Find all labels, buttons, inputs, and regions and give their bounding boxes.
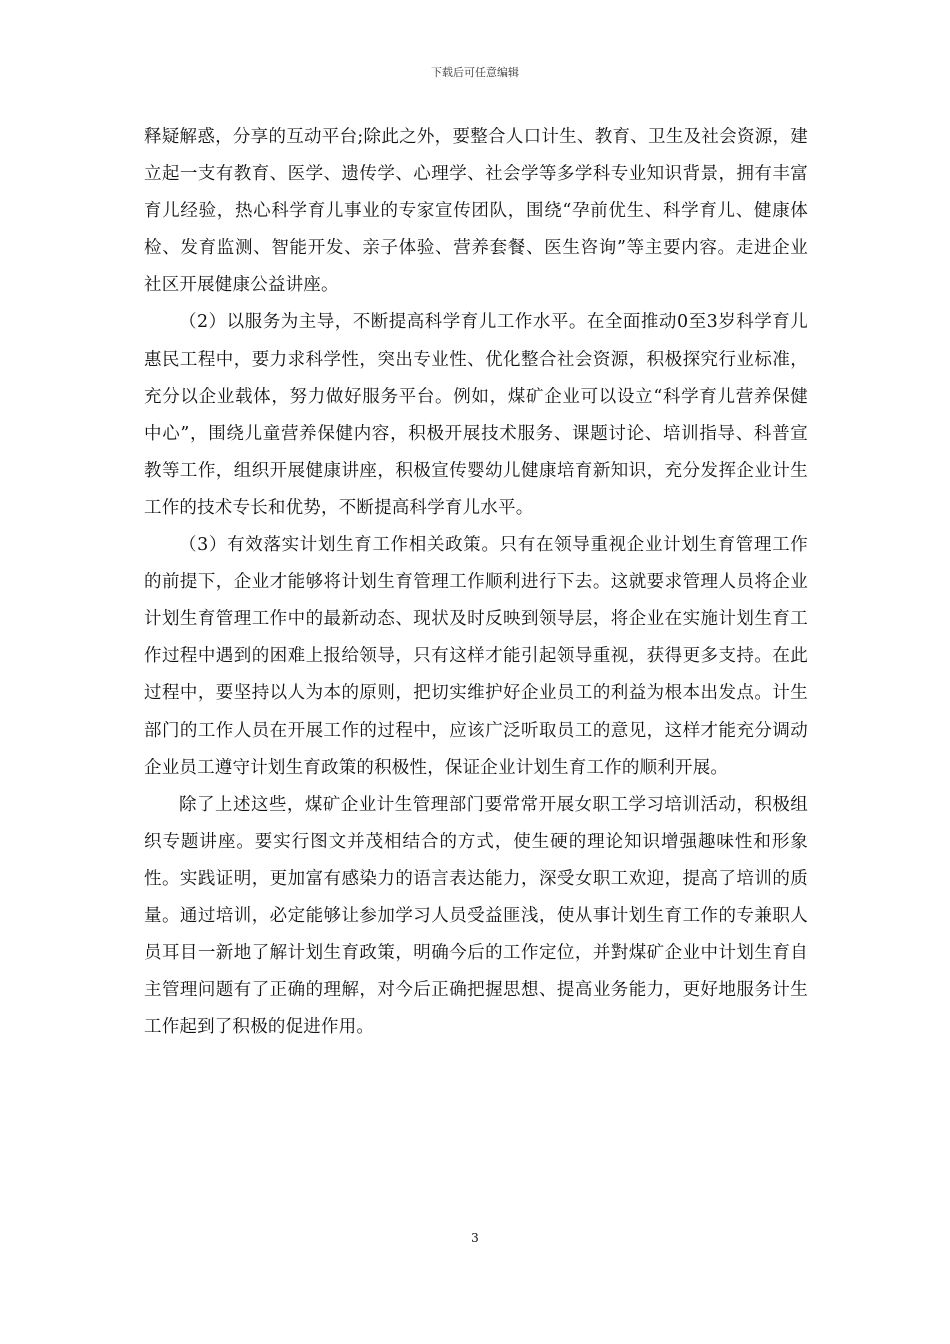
- paragraph-training-activities: 除了上述这些，煤矿企业计生管理部门要常常开展女职工学习培训活动，积极组织专题讲座。要实行图文并茂相结合的方式，使生硬的理论知识增强趣味性和形象性。实践证明，更加富有感染力的语言表达能力，深受女职工欢迎，提高了培训的质量。通过培训，必定能够让参加学习人员受益匪浅，使从事计划生育工作的专兼职人员耳目一新地了解计划生育政策，明确今后的工作定位，并對煤矿企业中计划生育自主管理问题有了正确的理解，对今后正确把握思想、提高业务能力，更好地服务计生工作起到了积极的促进作用。: [144, 794, 808, 1038]
- paragraph-service-guidance: （2）以服务为主导，不断提高科学育儿工作水平。在全面推动0至3岁科学育儿惠民工程中，要力求科学性，突出专业性、优化整合社会资源，积极探究行业标准，充分以企业载体，努力做好服务平台。例如，煤矿企业可以设立“科学育儿营养保健中心”，围绕儿童营养保健内容，积极开展技术服务、课题讨论、培训指导、科普宣教等工作，组织开展健康讲座，积极宣传婴幼儿健康培育新知识，充分发挥企业计生工作的技术专长和优势，不断提高科学育儿水平。: [144, 312, 808, 518]
- paragraph-policy-implementation: （3）有效落实计划生育工作相关政策。只有在领导重视企业计划生育管理工作的前提下，企业才能够将计划生育管理工作顺利进行下去。这就要求管理人员将企业计划生育管理工作中的最新动态、现状及时反映到领导层，将企业在实施计划生育工作过程中遇到的困难上报给领导，只有这样才能引起领导重视，获得更多支持。在此过程中，要坚持以人为本的原则，把切实维护好企业员工的利益为根本出发点。计生部门的工作人员在开展工作的过程中，应该广泛听取员工的意见，这样才能充分调动企业员工遵守计划生育政策的积极性，保证企业计划生育工作的顺利开展。: [144, 535, 808, 778]
- page-header: 下载后可任意编辑: [431, 66, 519, 79]
- paragraph-continued: 释疑解惑，分享的互动平台;除此之外，要整合人口计生、教育、卫生及社会资源，建立起一支有教育、医学、遗传学、心理学、社会学等多学科专业知识背景，拥有丰富育儿经验，热心科学育儿事业的专家宣传团队，围绕“孕前优生、科学育儿、健康体检、发育监测、智能开发、亲子体验、营养套餐、医生咨询”等主要内容。走进企业社区开展健康公益讲座。: [144, 127, 808, 296]
- page-number: 3: [471, 1231, 479, 1245]
- document-body: [144, 119, 808, 1046]
